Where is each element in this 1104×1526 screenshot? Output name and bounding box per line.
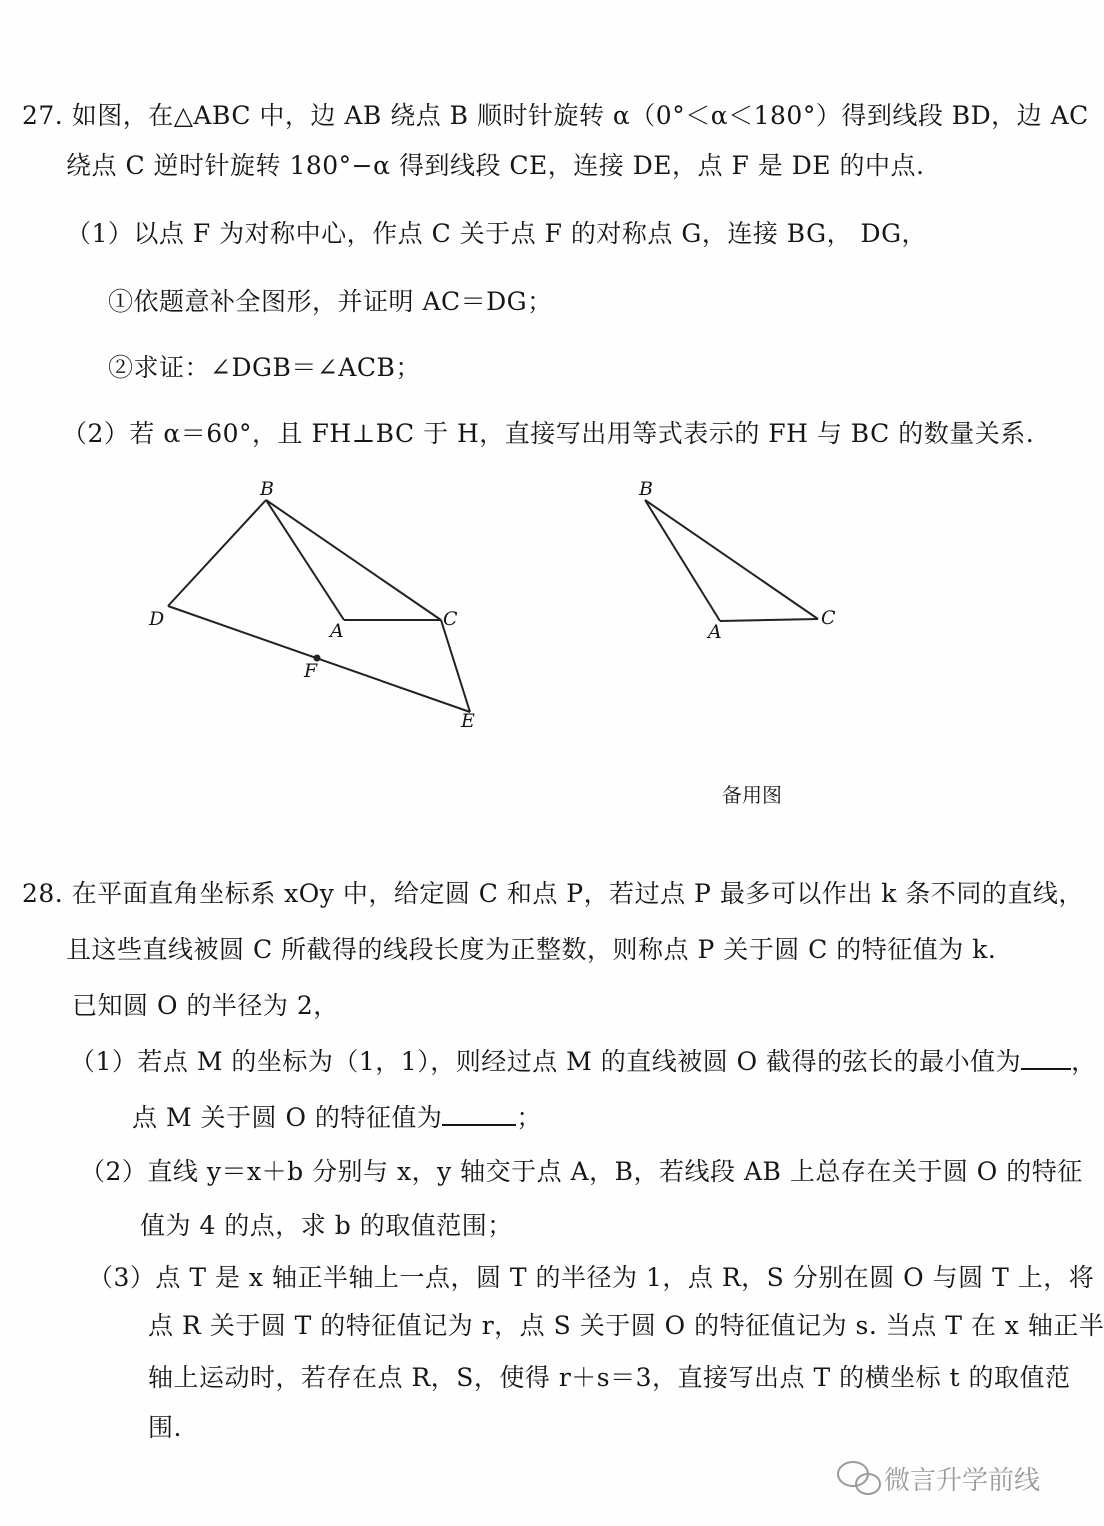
segment-BC <box>266 500 441 620</box>
q28-part1-line2-text: 点 M 关于圆 O 的特征值为 <box>132 1103 443 1132</box>
q28-line1: 28. 在平面直角坐标系 xOy 中，给定圆 C 和点 P，若过点 P 最多可以作出 k 条不同的直线， <box>22 879 1084 908</box>
q28-part3-line3: 轴上运动时，若存在点 R，S，使得 r＋s＝3，直接写出点 T 的横坐标 t 的取值范 <box>148 1363 1071 1392</box>
q27-part1: （1）以点 F 为对称中心，作点 C 关于点 F 的对称点 G，连接 BG， DG， <box>66 219 928 248</box>
segment-CE <box>441 620 470 712</box>
backup-label-C: C <box>821 607 836 629</box>
label-C: C <box>443 608 458 630</box>
main-figure <box>168 500 470 712</box>
q27-part2: （2）若 α＝60°，且 FH⊥BC 于 H，直接写出用等式表示的 FH 与 BC 的数量关系. <box>62 419 1035 448</box>
q27-part1a: ①依题意补全图形，并证明 AC＝DG； <box>108 287 553 316</box>
backup-label-B: B <box>639 478 653 500</box>
backup-segment-BC <box>645 500 818 619</box>
answer-blank-feature-value <box>442 1100 516 1126</box>
backup-figure-caption: 备用图 <box>722 783 782 807</box>
label-D: D <box>149 608 165 630</box>
q28-part1-line2 <box>132 1098 542 1134</box>
segment-BD <box>168 500 266 606</box>
q27-line1: 27. 如图，在△ABC 中，边 AB 绕点 B 顺时针旋转 α（0°＜α＜180°）得到线段 BD，边 AC <box>22 101 1089 130</box>
q28-part3-line4: 围. <box>148 1413 182 1442</box>
q28-part1-text: （1）若点 M 的坐标为（1，1），则经过点 M 的直线被圆 O 截得的弦长的最小值为 <box>70 1047 1022 1076</box>
backup-segment-AC <box>720 619 818 621</box>
watermark-text: 微言升学前线 <box>884 1466 1041 1496</box>
label-E: E <box>461 710 475 732</box>
backup-figure <box>645 500 818 621</box>
label-A: A <box>330 620 344 642</box>
q28-part3-line2: 点 R 关于圆 T 的特征值记为 r，点 S 关于圆 O 的特征值记为 s. 当点 T 在 x 轴正半 <box>148 1311 1104 1340</box>
answer-blank-min-chord <box>1021 1044 1071 1070</box>
q28-part1-line2-tail: ； <box>516 1103 542 1132</box>
q28-part2-line1: （2）直线 y＝x＋b 分别与 x，y 轴交于点 A，B，若线段 AB 上总存在关于圆 O 的特征 <box>80 1157 1083 1186</box>
q28-part2-line2: 值为 4 的点，求 b 的取值范围； <box>140 1211 513 1240</box>
backup-label-A: A <box>708 621 722 643</box>
q27-line2: 绕点 C 逆时针旋转 180°−α 得到线段 CE，连接 DE，点 F 是 DE 的中点. <box>66 151 925 180</box>
q28-part1-line1 <box>70 1042 1097 1078</box>
label-F: F <box>304 660 318 682</box>
q27-part1b: ②求证：∠DGB＝∠ACB； <box>108 353 421 382</box>
q28-line3: 已知圆 O 的半径为 2， <box>72 991 339 1020</box>
q28-part3-line1: （3）点 T 是 x 轴正半轴上一点，圆 T 的半径为 1，点 R，S 分别在圆 O 与圆 T 上，将 <box>88 1263 1095 1292</box>
backup-segment-BA <box>645 500 720 621</box>
q28-line2: 且这些直线被圆 C 所截得的线段长度为正整数，则称点 P 关于圆 C 的特征值为 k. <box>66 935 997 964</box>
q28-part1-tail: ， <box>1071 1047 1097 1076</box>
label-B: B <box>260 478 274 500</box>
segment-BA <box>266 500 344 620</box>
